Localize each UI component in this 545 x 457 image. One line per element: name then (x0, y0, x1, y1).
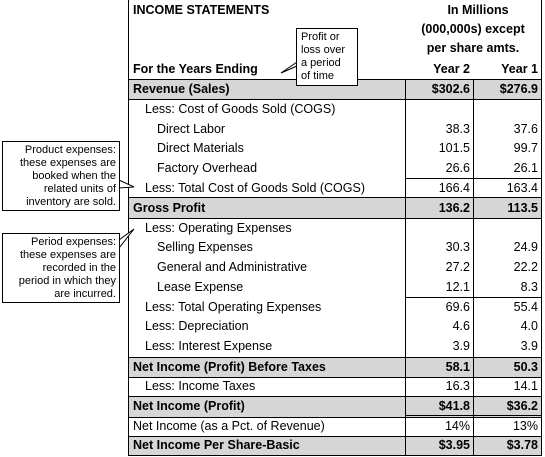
row-label: General and Administrative (157, 260, 308, 274)
row-label: Less: Depreciation (145, 319, 249, 333)
row-value-year1: 8.3 (520, 280, 538, 294)
row-label: Less: Total Operating Expenses (145, 300, 322, 314)
column-header-year2: Year 2 (433, 62, 470, 76)
profit-callout-pointer (281, 62, 297, 73)
units-line-1: In Millions (447, 3, 509, 17)
row-value-year1: 113.5 (507, 201, 538, 215)
row-value-year2: 101.5 (438, 141, 470, 155)
period-callout-line-3: recorded in the (42, 262, 116, 274)
row-label: Selling Expenses (157, 240, 253, 254)
row-value-year1: 3.9 (520, 339, 538, 353)
product-callout-pointer (119, 180, 134, 188)
row-value-year2: 3.9 (452, 339, 470, 353)
row-label: Gross Profit (133, 201, 206, 215)
row-value-year2: 38.3 (445, 122, 470, 136)
row-label: Less: Total Cost of Goods Sold (COGS) (145, 181, 366, 195)
row-value-year2: 166.4 (438, 181, 470, 195)
row-label: Revenue (Sales) (133, 82, 230, 96)
product-callout-line-4: related units of (43, 183, 116, 195)
row-value-year2: 4.6 (452, 319, 470, 333)
units-line-3: per share amts. (426, 41, 520, 55)
units-line-2: (000,000s) except (421, 22, 525, 36)
row-value-year2: 58.1 (445, 360, 470, 374)
row-value-year2: 69.6 (445, 300, 470, 314)
row-value-year1: 26.1 (513, 161, 538, 175)
row-value-year2: $3.95 (438, 438, 470, 452)
period-label: For the Years Ending (133, 62, 258, 76)
row-label: Factory Overhead (157, 161, 258, 175)
row-value-year1: 163.4 (506, 181, 538, 195)
row-label: Net Income (Profit) Before Taxes (133, 360, 326, 374)
row-label: Direct Materials (157, 141, 244, 155)
row-value-year2: 14% (444, 419, 470, 433)
row-value-year2: 27.2 (445, 260, 470, 274)
period-callout-pointer (119, 229, 134, 248)
product-callout-line-1: Product expenses: (24, 144, 116, 156)
row-value-year1: 24.9 (513, 240, 538, 254)
row-value-year1: 22.2 (513, 260, 538, 274)
row-value-year2: 16.3 (445, 379, 470, 393)
row-value-year2: $302.6 (431, 82, 470, 96)
profit-callout-line-3: a period (301, 57, 341, 69)
period-callout-line-1: Period expenses: (31, 236, 116, 248)
row-label: Net Income Per Share-Basic (133, 438, 300, 452)
row-value-year2: 12.1 (445, 280, 470, 294)
period-callout-line-4: period in which they (18, 275, 116, 287)
product-callout-line-5: inventory are sold. (26, 196, 116, 208)
row-value-year1: $276.9 (499, 82, 538, 96)
row-label: Less: Interest Expense (145, 339, 273, 353)
row-value-year1: 99.7 (513, 141, 538, 155)
profit-callout (296, 28, 358, 86)
product-expenses-callout (2, 141, 120, 211)
profit-callout-line-1: Profit or (301, 31, 340, 43)
row-value-year2: 26.6 (445, 161, 470, 175)
row-value-year1: 37.6 (513, 122, 538, 136)
product-callout-line-2: these expenses are (19, 157, 116, 169)
row-label: Direct Labor (157, 122, 226, 136)
row-label: Net Income (Profit) (133, 399, 245, 413)
profit-callout-line-4: of time (301, 70, 335, 82)
row-label: Less: Income Taxes (145, 379, 256, 393)
period-callout-line-2: these expenses are (19, 249, 116, 261)
row-value-year1: 13% (512, 419, 538, 433)
row-label: Net Income (as a Pct. of Revenue) (133, 419, 325, 433)
row-value-year2: $41.8 (438, 399, 470, 413)
row-value-year2: 30.3 (445, 240, 470, 254)
row-value-year1: $3.78 (506, 438, 538, 452)
row-value-year1: $36.2 (506, 399, 538, 413)
row-label: Less: Operating Expenses (145, 221, 292, 235)
product-callout-line-3: booked when the (32, 170, 116, 182)
row-value-year1: 4.0 (520, 319, 538, 333)
period-callout-line-5: are incurred. (54, 288, 116, 300)
row-value-year2: 136.2 (438, 201, 470, 215)
row-value-year1: 55.4 (513, 300, 538, 314)
profit-callout-line-2: loss over (301, 44, 346, 56)
statement-title: INCOME STATEMENTS (133, 3, 270, 17)
row-value-year1: 50.3 (513, 360, 538, 374)
row-value-year1: 14.1 (513, 379, 538, 393)
row-label: Lease Expense (157, 280, 244, 294)
row-label: Less: Cost of Goods Sold (COGS) (145, 102, 336, 116)
column-header-year1: Year 1 (501, 62, 538, 76)
period-expenses-callout (2, 233, 120, 303)
